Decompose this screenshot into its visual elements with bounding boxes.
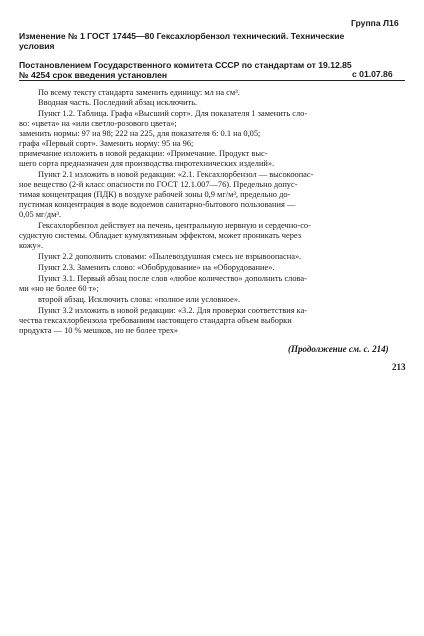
body-line: Пункт 3.1. Первый абзац после слов «любое количество» дополнить слова- <box>38 274 307 283</box>
body-line: Пункт 2.1 изложить в новой редакции: «2.1. Гексахлорбензол — высокоопас- <box>38 170 314 179</box>
body-line: шего сорта предназначен для производства пиротехнических изделий». <box>19 159 275 168</box>
body-line: во: «цвета» на «или светло-розового цвета»; <box>19 119 177 128</box>
body-line: пустимая концентрация в воде водоемов санитарно-бытового пользования — <box>19 200 296 209</box>
body-line: кожу». <box>19 241 44 250</box>
body-line: графа «Первый сорт». Заменить норму: 95 на 96; <box>19 139 194 148</box>
body-line: продукта — 10 % мешков, но не более трех» <box>19 326 179 335</box>
body-line: Гексахлорбензол действует на печень, центральную нервную и сердечно-со- <box>38 221 311 230</box>
header-rule <box>19 80 405 81</box>
body-line: Пункт 2.3. Заменить слово: «Обобрудование» на «Оборудование». <box>38 263 275 272</box>
body-line: ное вещество (2-й класс опасности по ГОСТ 12.1.007—76). Предельно допус- <box>19 180 298 189</box>
group-label: Группа Л16 <box>351 18 399 28</box>
body-line: заменить нормы: 97 на 98; 222 на 225, для показателя 6: 0.1 на 0,05; <box>19 129 261 138</box>
decree-line-2: № 4254 срок введения установлен <box>19 70 168 80</box>
body-line: Пункт 2.2 дополнить словами: «Пылевоздушная смесь не взрывоопасна». <box>38 252 302 261</box>
change-title-line-2: условия <box>19 41 55 51</box>
body-line: ми «но не более 60 т»; <box>19 284 99 293</box>
change-title-line-1: Изменение № 1 ГОСТ 17445—80 Гексахлорбензол технический. Технические <box>19 31 345 41</box>
effective-date: с 01.07.86 <box>352 69 393 79</box>
body-line: По всему тексту стандарта заменить единицу: мл на см³. <box>38 88 240 97</box>
page-number: 213 <box>392 362 406 372</box>
body-line: судистую системы. Обладает кумулятивным эффектом, может проникать через <box>19 231 302 240</box>
body-line: Пункт 1.2. Таблица. Графа «Высший сорт». Для показателя 1 заменить сло- <box>38 109 308 118</box>
continuation-note: (Продолжение см. с. 214) <box>288 344 389 354</box>
decree-line-1: Постановлением Государственного комитета СССР по стандартам от 19.12.85 <box>19 60 352 70</box>
body-line: чества гексахлорбензола требованиям настоящего стандарта объем выборки <box>19 316 292 325</box>
body-line: второй абзац. Исключить слова: «полное или условное». <box>38 295 241 304</box>
body-line: Пункт 3.2 изложить в новой редакции: «3.2. Для проверки соответствия ка- <box>38 306 308 315</box>
body-line: примечание изложить в новой редакции: «Примечание. Продукт выс- <box>19 149 268 158</box>
body-line: Вводная часть. Последний абзац исключить. <box>38 98 198 107</box>
body-line: тимая концентрация (ПДК) в воздухе рабочей зоны 0,9 мг/м³, предельно до- <box>19 190 291 199</box>
body-line: 0,05 мг/дм³. <box>19 210 61 219</box>
